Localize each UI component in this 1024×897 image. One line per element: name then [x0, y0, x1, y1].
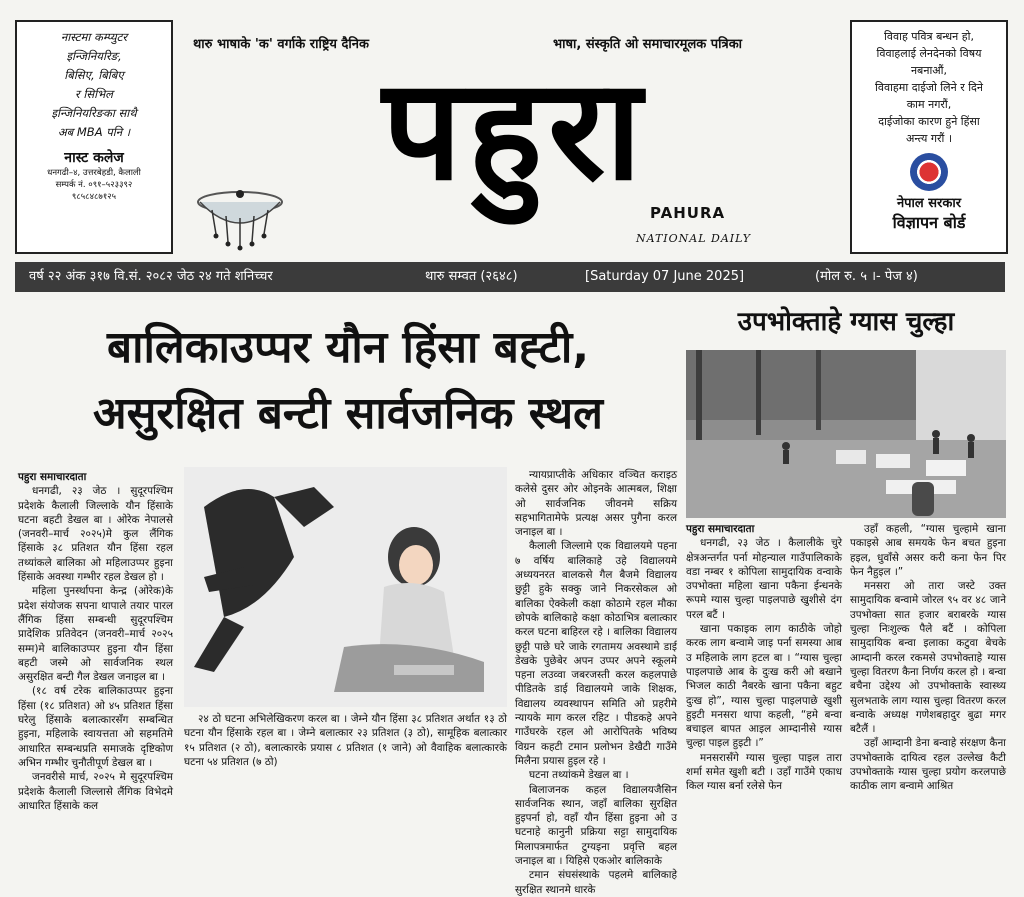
paragraph: कैलाली जिल्लामे एक विद्यालयमे पहना ७ वर्षिय बालिकाहे उहे विद्यालयमे अध्ययनरत बालकसे गैल बैजमे विद्यालय छुट्टी हुके सक्कु जाने निकरसेकल ओ बालिका ऐक्केली कक्षा कोठामे रहल मौका छोपके बालिकाहे कक्षा कोठाभित्र बलात्कार करल घटना बाहिरल रहे । बालिका विद्यालय छुट्टी पाछे घरे जाके रगतामय अवस्थामे डाई डेखके पुछेबेर अपन उप्पर अपने स्कूलमे पहना लउव्वा जबरजस्ती करल कहलपाछे पीडितके डाई विद्यालयमे जाके शिक्षक, विद्यालय व्यवस्थापन समिति ओ प्रहरीमे न्यायके माग करल रहिट । पीडकहे अपने गाउँघरके रहल ओ आरोपितके भविष्य विग्रन कहटी टमान प्रलोभन डेखैटी गाउँमे मिलैना प्रयास हुइल रहे ।	[515, 540, 677, 767]
paragraph: महिला पुनर्स्थापना केन्द्र (ओरेक)के प्रदेश संयोजक सपना थापाले तयार पारल लैंगिक हिंसा सम्बन्धी सुदूरपश्चिम प्रादेशिक प्रतिवेदन (जनवरी–मार्च २०२५ सम्म)मे बालिकाउप्पर हुइना यौन हिंसा बहटी जस्मे ओ सार्वजनिक स्थल असुरक्षित बन्टी गैल डेखल जनाइल बा ।	[18, 585, 173, 684]
paragraph: २४ ठो घटना अभिलेखिकरण करल बा । जेम्ने यौन हिंसा ३८ प्रतिशत अर्थात १३ ठो घटना यौन हिंसाके रहल बा । जेम्ने बलात्कार २३ प्रतिशत (३ ठो), सामूहिक बलात्कार १५ प्रतिशत (२ ठो), बलात्कारके प्रयास ८ प्रतिशत (१ जाने) ओ वैवाहिक बलात्कारके घटना ५४ प्रतिशत (७ ठो)	[184, 713, 507, 768]
college-phone: सम्पर्क नं. ०९१–५२३३९२	[55, 180, 133, 190]
gov-label: नेपाल सरकार	[896, 196, 962, 211]
national-daily-label: NATIONAL DAILY	[636, 232, 752, 245]
ad-line: अन्त्य गरौं ।	[905, 132, 953, 145]
main-headline-line2: असुरक्षित बन्टी सार्वजनिक स्थल	[93, 388, 603, 439]
article-column-2	[184, 712, 507, 802]
ad-line: अब MBA पनि ।	[57, 125, 131, 139]
gas-stove-headline: उपभोक्ताहे ग्यास चुल्हा	[737, 307, 955, 337]
gas-distribution-photo	[686, 350, 1006, 518]
ad-line: दाईजोका कारण हुने हिंसा	[878, 115, 980, 128]
gas-article-column-1	[686, 522, 842, 802]
ad-line: इन्जिनियरिङ,	[66, 49, 122, 63]
chandelier-logo-icon	[192, 184, 288, 254]
paragraph: जनवरीसे मार्च, २०२५ मे सुदूरपश्चिम प्रदेशके कैलाली जिल्लासे लैंगिक विभेदमे आधारित हिंसाके कल	[18, 771, 173, 812]
paragraph: (१८ वर्ष टरेक बालिकाउप्पर हुइना हिंसा (१८ प्रतिशत) ओ ४५ प्रतिशत हिंसा घरेलु हिंसाके बलात्कारसँग सम्बन्धित हुइना, महिलाके स्वायत्तता ओ सहमतिमे आधारित सम्बन्धप्रति समाजके दृष्टिकोण अभिन गम्भीर चुनौतीपूर्ण डेखल बा ।	[18, 685, 173, 769]
ad-line: बिसिए, बिबिए	[64, 68, 124, 82]
paragraph: मनसरा ओ तारा जस्टे उक्त सामुदायिक बन्वामे जोरल ९५ वर ४८ जाने उपभोक्ता सात हजार बराबरके ग्यास चुल्हा निःशुल्क पैले बटैं । कोपिला सामुदायिक बन्वा इलाका कटुवा बेचके आम्दानी करल रकमसे उपभोक्ताहे ग्यास चुल्हा वितरण कैना निर्णय करल हो । बन्वा बचैना उद्देश्य ओ उपभोक्ताके स्वास्थ्य सुलभताके लाग ग्यास चुल्हा वितरण करल बन्वाके अध्यक्ष गणेशबहादुर बुढा मगर बटैलैं ।	[850, 580, 1006, 736]
article-column-3	[515, 468, 677, 896]
paragraph: टमान संघसंस्थाके पहलमे बालिकाहे सुरक्षित स्थानमे धारके	[515, 869, 677, 896]
byline: पहुरा समाचारदाता	[686, 523, 755, 535]
issue-info: वर्ष २२ अंक ३१७ वि.सं. २०८२ जेठ २४ गते शनिच्चर	[29, 269, 273, 284]
english-date: [Saturday 07 June 2025]	[585, 269, 745, 284]
article-column-1	[18, 470, 173, 812]
paragraph: उहाँ आम्दानी डेना बन्वाहे संरक्षण कैना उपभोक्ताके दायित्व रहल उल्लेख कैटी उपभोक्ताके ग्यास चुल्हा प्रयोग करलपाछे काठीक लाग बन्वामे आश्रित	[850, 737, 1006, 793]
dateline-bar	[15, 262, 1005, 292]
tharu-year: थारु सम्वत (२६४८)	[425, 269, 518, 284]
main-headline-line1: बालिकाउप्पर यौन हिंसा बह्टी,	[106, 322, 590, 373]
paragraph: धनगढी, २३ जेठ । सुदूरपश्चिम प्रदेशके कैलाली जिल्लाके यौन हिंसाके घटना बहटी डेखल बा । ओरेक नेपालसे (जनवरी–मार्च २०२५)मे कुल लैंगिक हिंसाके ३८ प्रतिशत यौन हिंसा रहल तथ्यांकले बालिका ओ महिलाउप्पर हुइना हिंसाके अवस्था गम्भीर रहल डेखल हो ।	[18, 485, 173, 584]
price-pages: (मोल रु. ५ ।- पेज ४)	[815, 269, 918, 284]
ad-line: विवाहमा दाईजो लिने र दिने	[875, 81, 983, 94]
tagline-left: थारु भाषाके 'क' वर्गाके राष्ट्रिय दैनिक	[193, 37, 369, 52]
college-address: धनगढी–४, उत्तरबेहडी, कैलाली	[47, 168, 141, 178]
byline: पहुरा समाचारदाता	[18, 471, 87, 483]
paragraph: खाना पकाइक लाग काठीके जोहो करक लाग बन्वामे जाइ पर्ना समस्या आब उ महिलाके लाग हटल बा । “ग्यास चुल्हा पाइलपाछे आब के दुःख करी ओ बखाने भिजल काठी नैबरके खाना पकैना बहुट दुःख हो”, ग्यास चुल्हा पाइलपाछे खुशी हुइटी मनसरा थापा कहली, “हमे बन्वा बचाइल बापत आइल आम्दानीसे ग्यास चुल्हा पाइल हुइटी ।”	[686, 623, 842, 750]
ad-line: नबनाऔं,	[910, 64, 948, 77]
ad-dowry-awareness	[850, 20, 1008, 254]
masthead-english: PAHURA	[650, 204, 726, 222]
ad-line: विवाह पवित्र बन्धन हो,	[884, 30, 974, 43]
ad-line: नास्टमा कम्प्युटर	[60, 30, 128, 44]
masthead-title: पहुरा	[382, 48, 648, 212]
ad-line: विवाहलाई लेनदेनको विषय	[876, 47, 982, 60]
board-label: विज्ञापन बोर्ड	[892, 213, 966, 232]
paragraph: घटना तथ्यांकमे डेखल बा ।	[529, 769, 629, 782]
ad-nast-college	[15, 20, 173, 254]
ad-line: काम नगरौं,	[906, 98, 952, 111]
college-phone: ९८५८४८७१२५	[71, 192, 117, 202]
college-name: नास्ट कलेज	[64, 150, 124, 166]
article-illustration-photo	[184, 467, 507, 707]
gas-article-column-2	[850, 522, 1006, 802]
paragraph: मनसरासँगे ग्यास चुल्हा पाइल तारा शर्मा समेत खुशी बटी । उहाँ गाउँमे एकाध किल ग्यास बर्ना रलेसे फेन	[686, 751, 842, 793]
paragraph: उहाँ कहली, “ग्यास चुल्हामे खाना पकाइसे आब समयके फेन बचत हुइना हइल, धुवाँसे असर करी कना फेन पिर फेन नैहुइल ।”	[850, 523, 1006, 578]
tagline-right: भाषा, संस्कृति ओ समाचारमूलक पत्रिका	[553, 37, 743, 52]
ad-line: र सिभिल	[75, 87, 113, 101]
paragraph: न्यायप्राप्तीके अधिकार वञ्चित कराइठ कलेसे दुसर ओर ओइनके आत्मबल, शिक्षा ओ सार्वजनिक जीवनमे सक्रिय सहभागितामेफे प्रत्यक्ष असर पुगैना करल जनाइल बा ।	[515, 469, 677, 539]
ad-line: इन्जिनियरिङका साथै	[51, 106, 137, 120]
paragraph: धनगढी, २३ जेठ । कैलालीके चुरे क्षेत्रअन्तर्गत पर्ना मोहन्याल गाउँपालिकाके वडा नम्बर १ कोपिला सामुदायिक वन्वाके उपभोक्ता महिला खाना पकैना ईन्धनके रूपमे ग्यास चुल्हा पाइलपाछे खुशीसे दंग परल बटैं ।	[686, 537, 842, 621]
nepal-emblem-icon	[910, 153, 948, 191]
paragraph: बिलाजनक कहल विद्यालयजैसिन सार्वजनिक स्थान, जहाँ बालिका सुरक्षित हुइपर्ना हो, वहाँ यौन हिंसा हुइना ओ उ घटनाहे कानुनी प्रक्रिया सट्टा सामुदायिक मिलापत्रमार्फत टुग्यइना प्रवृत्ति बहल जनाइल बा । यिहिसे एकओर बालिकाके	[515, 783, 677, 868]
